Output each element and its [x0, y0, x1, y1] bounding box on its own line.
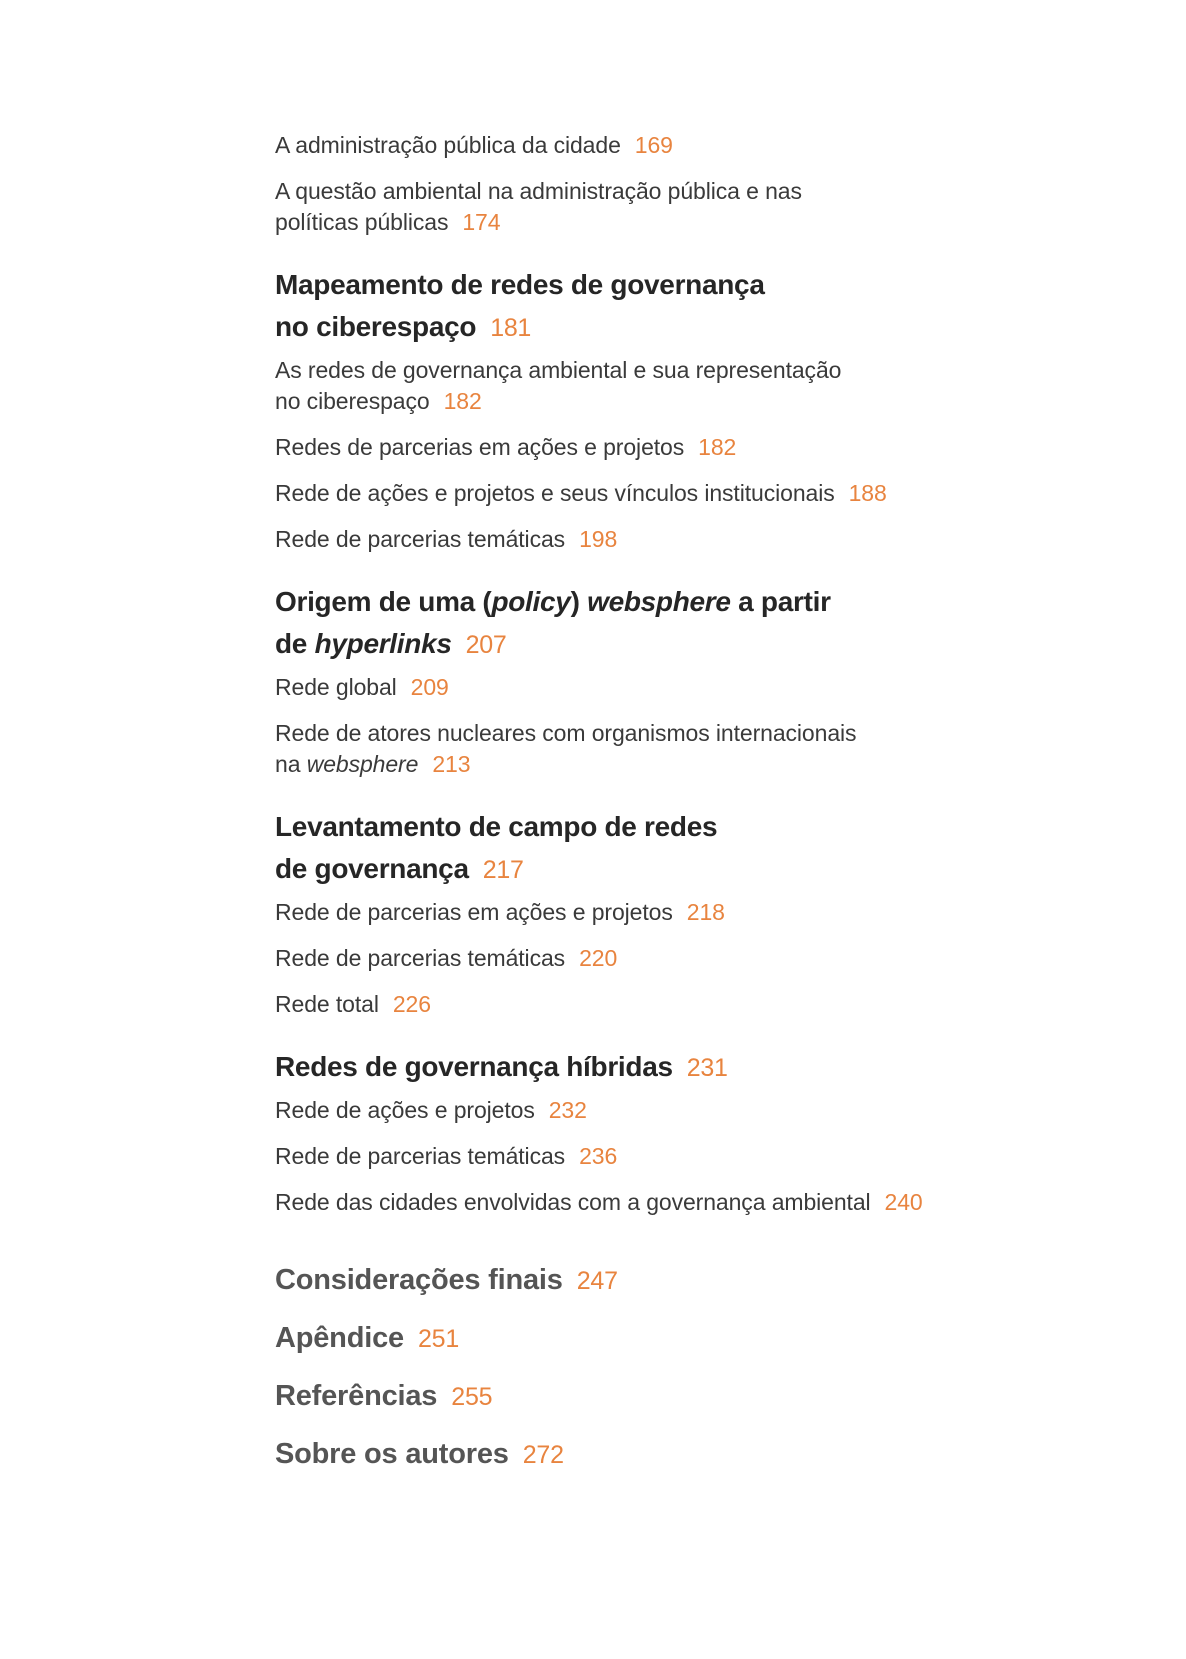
chapter-hibridas[interactable] — [275, 1046, 1035, 1089]
entry-title-line1: A questão ambiental na administração pública e nas — [275, 178, 802, 204]
chapter-mapeamento[interactable] — [275, 264, 1035, 349]
chapter-title-italic: hyperlinks — [314, 628, 452, 659]
toc-end-entry-autores[interactable] — [275, 1436, 1035, 1473]
entry-title-line1: As redes de governança ambiental e sua representação — [275, 357, 842, 383]
entry-page: 209 — [410, 674, 449, 700]
entry-page: 232 — [548, 1097, 587, 1123]
entry-page: 182 — [443, 388, 482, 414]
toc-entry[interactable] — [275, 355, 1035, 417]
chapter-title-line1: Levantamento de campo de redes — [275, 811, 718, 842]
table-of-contents — [275, 130, 1035, 1494]
chapter-page: 231 — [686, 1054, 728, 1082]
end-entry-title: Referências — [275, 1380, 438, 1412]
chapter-page: 217 — [482, 856, 524, 884]
entry-title: Rede total — [275, 991, 379, 1017]
toc-end-entry-referencias[interactable] — [275, 1378, 1035, 1415]
toc-entry[interactable] — [275, 897, 1035, 928]
toc-end-entry-consideracoes[interactable] — [275, 1262, 1035, 1299]
chapter-page: 207 — [465, 631, 507, 659]
entry-title-italic: websphere — [306, 751, 419, 777]
entry-page: 213 — [432, 751, 471, 777]
chapter-title-part: a partir — [730, 586, 831, 617]
toc-entry[interactable] — [275, 176, 1035, 238]
chapter-page: 181 — [490, 314, 532, 342]
entry-page: 226 — [392, 991, 431, 1017]
chapter-title-line2: no ciberespaço — [275, 311, 477, 342]
entry-title: Rede de ações e projetos e seus vínculos institucionais — [275, 480, 835, 506]
entry-title: A administração pública da cidade — [275, 132, 621, 158]
chapter-title-italic: policy — [491, 586, 571, 617]
toc-entry[interactable] — [275, 1141, 1035, 1172]
toc-entry[interactable] — [275, 1095, 1035, 1126]
entry-title: Rede de parcerias temáticas — [275, 945, 566, 971]
entry-title: Rede global — [275, 674, 397, 700]
entry-title-line2: políticas públicas — [275, 209, 449, 235]
entry-page: 182 — [698, 434, 737, 460]
entry-title-line1: Rede de atores nucleares com organismos internacionais — [275, 720, 857, 746]
entry-title: Rede de parcerias em ações e projetos — [275, 899, 673, 925]
chapter-title-line1: Mapeamento de redes de governança — [275, 269, 765, 300]
entry-title: Redes de parcerias em ações e projetos — [275, 434, 685, 460]
toc-entry[interactable] — [275, 432, 1035, 463]
entry-page: 218 — [686, 899, 725, 925]
toc-end-entry-apendice[interactable] — [275, 1320, 1035, 1357]
end-entry-page: 272 — [522, 1441, 564, 1469]
end-entry-page: 247 — [576, 1267, 618, 1295]
entry-title: Rede das cidades envolvidas com a governança ambiental — [275, 1189, 871, 1215]
end-entry-page: 255 — [451, 1383, 493, 1411]
entry-page: 188 — [848, 480, 887, 506]
chapter-title-line2: de governança — [275, 853, 469, 884]
end-entry-title: Apêndice — [275, 1322, 404, 1354]
end-entry-title: Considerações finais — [275, 1264, 563, 1296]
entry-title-line2: no ciberespaço — [275, 388, 430, 414]
chapter-title-part: de — [275, 628, 315, 659]
chapter-title: Redes de governança híbridas — [275, 1051, 673, 1082]
toc-entry[interactable] — [275, 478, 1035, 509]
toc-entry[interactable] — [275, 1187, 1035, 1218]
toc-entry[interactable] — [275, 718, 1035, 780]
toc-entry[interactable] — [275, 672, 1035, 703]
toc-entry[interactable] — [275, 130, 1035, 161]
chapter-origem[interactable] — [275, 581, 1035, 666]
entry-page: 236 — [579, 1143, 618, 1169]
chapter-levantamento[interactable] — [275, 806, 1035, 891]
entry-title: Rede de ações e projetos — [275, 1097, 535, 1123]
toc-entry[interactable] — [275, 524, 1035, 555]
entry-title: Rede de parcerias temáticas — [275, 526, 566, 552]
entry-page: 169 — [634, 132, 673, 158]
toc-entry[interactable] — [275, 943, 1035, 974]
chapter-title-italic: websphere — [587, 586, 731, 617]
end-entry-title: Sobre os autores — [275, 1438, 509, 1470]
chapter-title-part: Origem de uma ( — [275, 586, 492, 617]
entry-page: 198 — [579, 526, 618, 552]
entry-page: 240 — [884, 1189, 923, 1215]
entry-page: 174 — [462, 209, 501, 235]
chapter-title-part: ) — [570, 586, 588, 617]
end-entry-page: 251 — [417, 1325, 460, 1353]
entry-page: 220 — [579, 945, 618, 971]
entry-title-line2: na — [275, 751, 307, 777]
entry-title: Rede de parcerias temáticas — [275, 1143, 566, 1169]
toc-entry[interactable] — [275, 989, 1035, 1020]
